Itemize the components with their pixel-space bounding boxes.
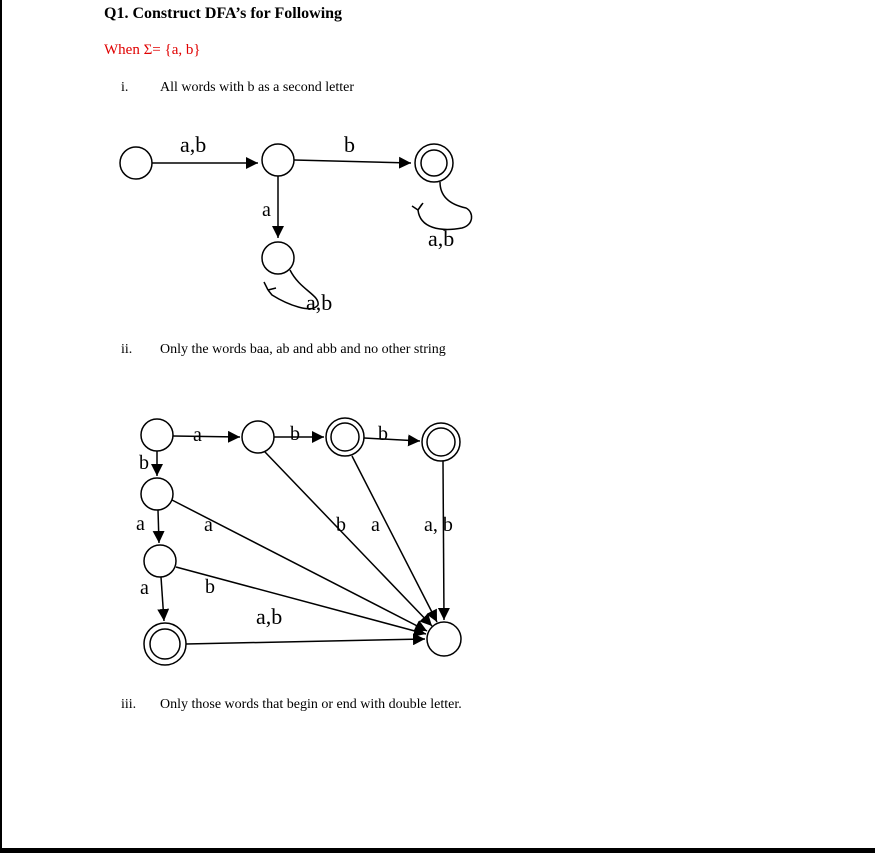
dfa2-edge-start-a [173,436,240,437]
dfa1-label-s3-loop: a,b [428,226,455,251]
dfa2-state-ab-inner [331,423,359,451]
dfa2-label-bottom-ab: a,b [256,604,283,629]
dfa1-final-loop [418,182,472,229]
dfa-1-labels [180,132,454,315]
dfa2-state-b [141,478,173,510]
item-number-3: iii. [121,697,137,712]
dfa2-label-diag-a2: a [371,514,380,536]
dfa2-label-right-ab: a, b [424,514,453,536]
dfa2-edge-ab-dead [352,456,437,622]
dfa1-state-start [120,147,152,179]
item-text-3: Only those words that begin or end with double letter. [160,697,462,712]
dfa2-label-diag-b: b [336,514,346,536]
alphabet-definition: When Σ= {a, b} [104,42,201,58]
dfa2-label-diag-b-lower: b [205,576,215,598]
dfa1-state-2 [262,242,294,274]
dfa2-state-a [242,421,274,453]
dfa2-edge-b-ba [158,510,159,543]
item-number-2: ii. [121,342,133,357]
dfa1-label-s2-loop: a,b [306,290,333,315]
dfa2-label-left-a2: a [140,577,149,599]
dfa2-edge-ba-baa [161,577,164,621]
item-text-2: Only the words baa, ab and abb and no other string [160,342,446,357]
dfa2-label-top-b2: b [378,423,388,445]
dfa2-state-abb-inner [427,428,455,456]
dfa2-edge-a-dead [265,452,432,626]
dfa1-state2-loop-arrowhead [264,282,276,290]
item-text-1: All words with b as a second letter [160,80,355,95]
dfa2-state-start [141,419,173,451]
dfa1-label-s1-s3: b [344,132,355,157]
dfa1-state-final-inner [421,150,447,176]
dfa-1 [120,144,472,309]
dfa2-edge-abb-dead [443,461,444,620]
dfa2-state-baa-inner [150,629,180,659]
dfa2-state-dead [427,622,461,656]
dfa1-edge-1-to-final [294,160,411,163]
dfa1-state-1 [262,144,294,176]
dfa2-edge-baa-dead [186,639,425,644]
dfa2-label-left-a1: a [136,513,145,535]
question-heading: Q1. Construct DFA’s for Following [104,5,343,22]
dfa2-label-diag-a: a [204,514,213,536]
dfa-2 [141,418,461,665]
dfa2-edge-ab-abb [364,438,420,441]
dfa2-state-ba [144,545,176,577]
dfa2-label-top-a: a [193,424,202,446]
item-number-1: i. [121,80,129,95]
dfa1-label-s0-s1: a,b [180,132,207,157]
dfa1-final-loop-arrowhead [412,203,423,210]
dfa2-label-top-b1: b [290,423,300,445]
dfa1-label-s1-s2: a [262,199,271,221]
dfa2-label-left-b: b [139,452,149,474]
